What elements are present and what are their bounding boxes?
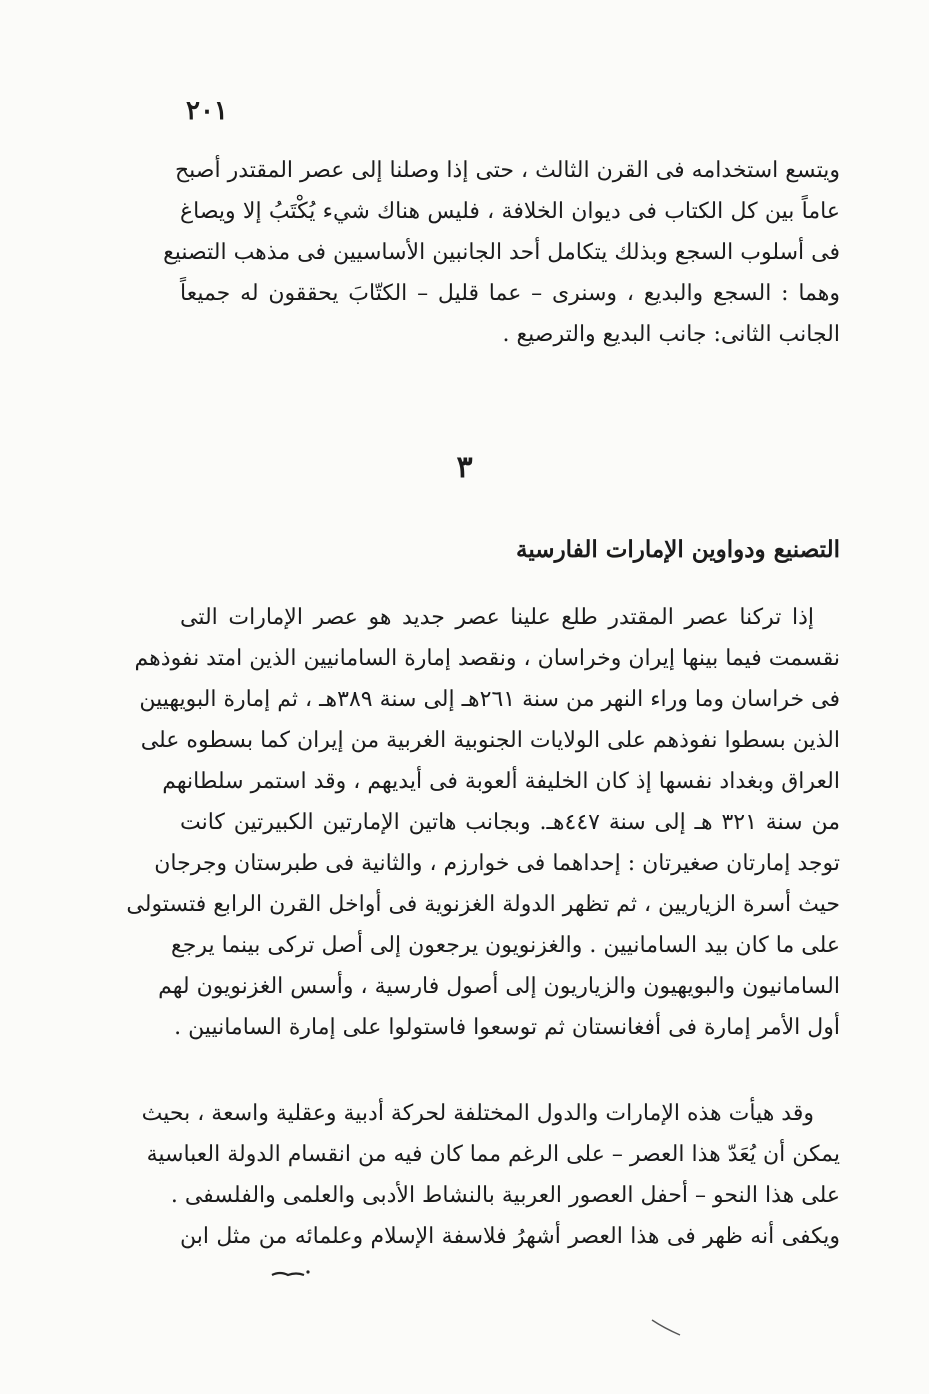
text-line: العراق وبغداد نفسها إذ كان الخليفة ألعوبة فى أيديهم ، وقد استمر سلطانهم [162, 769, 840, 794]
section-number: ٣ [456, 450, 473, 485]
scan-mark-icon [650, 1318, 684, 1338]
printer-mark-icon [270, 1268, 312, 1278]
text-line: فى خراسان وما وراء النهر من سنة ٢٦١هـ إلى سنة ٣٨٩هـ ، ثم إمارة البويهيين [139, 687, 840, 712]
text-line: من سنة ٣٢١ هـ إلى سنة ٤٤٧هـ. وبجانب هاتين الإمارتين الكبيرتين كانت [180, 810, 840, 835]
text-line: أول الأمر إمارة فى أفغانستان ثم توسعوا فاستولوا على إمارة السامانيين . [174, 1015, 840, 1040]
text-line: السامانيون والبويهيون والزياريون إلى أصول فارسية ، وأسس الغزنويون لهم [158, 974, 840, 999]
text-line: ويكفى أنه ظهر فى هذا العصر أشهرُ فلاسفة الإسلام وعلمائه من مثل ابن [180, 1224, 840, 1249]
text-line: نقسمت فيما بينها إيران وخراسان ، ونقصد إمارة السامانيين الذين امتد نفوذهم [134, 646, 840, 671]
paragraph-1 [163, 150, 840, 355]
text-line: ويتسع استخدامه فى القرن الثالث ، حتى إذا وصلنا إلى عصر المقتدر أصبح [174, 158, 840, 183]
text-line: عاماً بين كل الكتاب فى ديوان الخلافة ، فليس هناك شيء يُكْتَبُ إلا ويصاغ [180, 199, 840, 224]
text-line: توجد إمارتان صغيرتان : إحداهما فى خوارزم ، والثانية فى طبرستان وجرجان [154, 851, 840, 876]
text-line: على ما كان بيد السامانيين . والغزنويون يرجعون إلى أصل تركى بينما يرجع [171, 933, 840, 958]
text-line: وهما : السجع والبديع ، وسنرى – عما قليل – الكتّابَ يحققون له جميعاً [180, 281, 840, 306]
section-heading: التصنيع ودواوين الإمارات الفارسية [516, 536, 840, 563]
paragraph-2 [126, 597, 840, 1048]
text-line: الذين بسطوا نفوذهم على الولايات الجنوبية الغربية من إيران كما بسطوه على [140, 728, 840, 753]
page-number: ٢٠١ [186, 96, 228, 126]
paragraph-3 [141, 1093, 840, 1257]
text-line: وقد هيأت هذه الإمارات والدول المختلفة لحركة أدبية وعقلية واسعة ، بحيث [141, 1101, 814, 1126]
text-line: حيث أسرة الزياريين ، ثم تظهر الدولة الغزنوية فى أواخل القرن الرابع فتستولى [126, 892, 840, 917]
text-line: يمكن أن يُعَدّ هذا العصر – على الرغم مما كان فيه من انقسام الدولة العباسية [146, 1142, 840, 1167]
text-line: على هذا النحو – أحفل العصور العربية بالنشاط الأدبى والعلمى والفلسفى . [170, 1183, 840, 1208]
text-line: الجانب الثانى: جانب البديع والترصيع . [502, 322, 840, 347]
text-line: إذا تركنا عصر المقتدر طلع علينا عصر جديد هو عصر الإمارات التى [180, 605, 814, 630]
text-line: فى أسلوب السجع وبذلك يتكامل أحد الجانبين الأساسيين فى مذهب التصنيع [163, 240, 840, 265]
